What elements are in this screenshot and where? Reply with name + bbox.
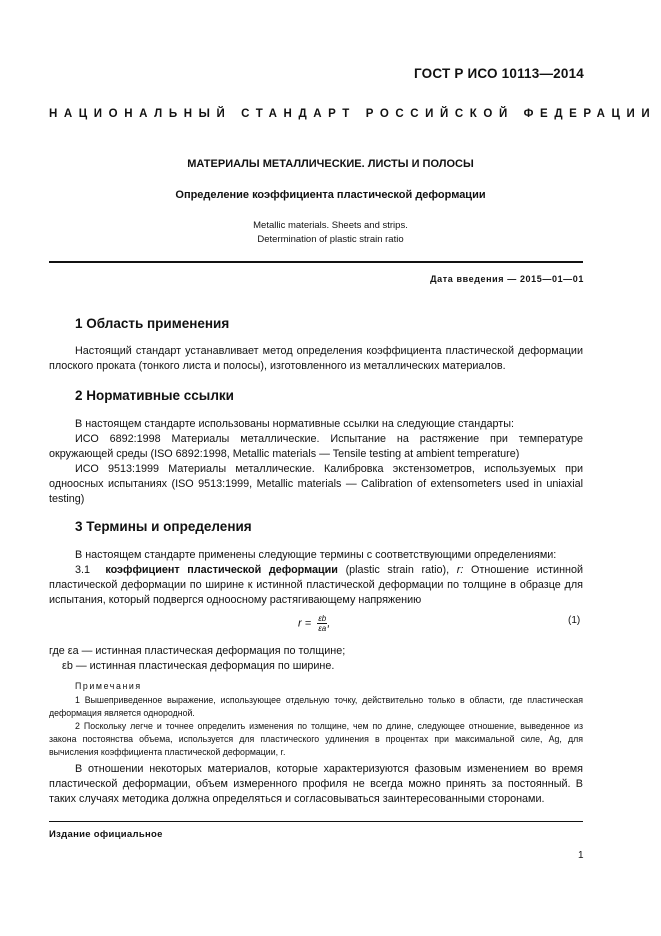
- note-2: 2 Поскольку легче и точнее определить изменения по толщине, чем по длине, следующее отношение, выведенное из закона постоянства объема, используется для пластического удлинения в процентах при максимальной силе, Ag, для вычисления коэффициента пластической деформации, r.: [49, 721, 583, 757]
- section-2-paragraph-1: В настоящем стандарте использованы нормативные ссылки на следующие стандарты:: [75, 418, 514, 430]
- english-title-line-1: Metallic materials. Sheets and strips.: [253, 220, 408, 231]
- section-3-heading: 3 Термины и определения: [75, 519, 252, 534]
- where-epsilon-b: εb — истинная пластическая деформация по ширине.: [62, 660, 335, 672]
- formula-1: [298, 614, 330, 633]
- section-2-reference-iso6892: ИСО 6892:1998 Материалы металлические. Испытание на растяжение при температуре окружающей среды (ISO 6892:1998, Metallic materials — Tensile testing at ambient temperature): [49, 433, 583, 460]
- document-subtitle: Определение коэффициента пластической деформации: [175, 189, 486, 201]
- formula-tail: ,: [327, 617, 331, 630]
- term-english: (plastic strain ratio),: [345, 564, 450, 576]
- page-number: 1: [578, 850, 584, 861]
- term-3-1-definition: [49, 563, 583, 608]
- formula-fraction: [317, 614, 327, 633]
- term-symbol: r:: [456, 564, 464, 576]
- section-3-paragraph-last: В отношении некоторых материалов, которые характеризуются фазовым изменением во время пластической деформации, объем измеренного профиля не всегда можно принять за постоянный. В таких случаях методика должна определяться и согласовываться заинтересованными сторонами.: [49, 763, 583, 805]
- document-title: МАТЕРИАЛЫ МЕТАЛЛИЧЕСКИЕ. ЛИСТЫ И ПОЛОСЫ: [187, 158, 474, 170]
- equation-number: (1): [568, 615, 581, 626]
- formula-denominator: εa: [318, 624, 327, 633]
- section-2-reference-iso9513: ИСО 9513:1999 Материалы металлические. Калибровка экстензометров, используемых при одноосных испытаниях (ISO 9513:1999, Metallic materials — Calibration of extensometers used in uniaxial testing): [49, 463, 583, 505]
- section-1-heading: 1 Область применения: [75, 316, 230, 331]
- where-epsilon-a: где εa — истинная пластическая деформация по толщине;: [49, 645, 346, 657]
- national-standard-banner: НАЦИОНАЛЬНЫЙ СТАНДАРТ РОССИЙСКОЙ ФЕДЕРАЦИИ: [49, 108, 657, 120]
- footer-divider: [49, 821, 583, 822]
- formula-lhs: r =: [298, 617, 312, 630]
- english-title-line-2: Determination of plastic strain ratio: [257, 234, 404, 245]
- title-divider: [49, 261, 583, 263]
- introduction-date: Дата введения — 2015—01—01: [430, 274, 584, 284]
- section-1-paragraph: Настоящий стандарт устанавливает метод определения коэффициента пластической деформации плоского проката (тонкого листа и полосы), изготовленного из металлических материалов.: [49, 345, 583, 372]
- note-1: 1 Вышеприведенное выражение, использующее отдельную точку, действительно только в области, где пластическая деформация является однородной.: [49, 695, 583, 718]
- formula-numerator: εb: [318, 614, 327, 623]
- term-number: 3.1: [75, 564, 91, 576]
- section-3-paragraph-1: В настоящем стандарте применены следующие термины с соответствующими определениями:: [75, 549, 557, 561]
- term-definition-text: Отношение истинной пластической деформации по ширине к истинной пластической деформации по толщине в образце для испытания, который подвергся одноосному растягивающему напряжению: [49, 564, 584, 606]
- section-2-heading: 2 Нормативные ссылки: [75, 388, 234, 403]
- document-code: ГОСТ Р ИСО 10113—2014: [413, 66, 584, 81]
- notes-heading: Примечания: [75, 681, 142, 691]
- term-name: коэффициент пластической деформации: [105, 564, 338, 576]
- official-edition-label: Издание официальное: [49, 829, 163, 840]
